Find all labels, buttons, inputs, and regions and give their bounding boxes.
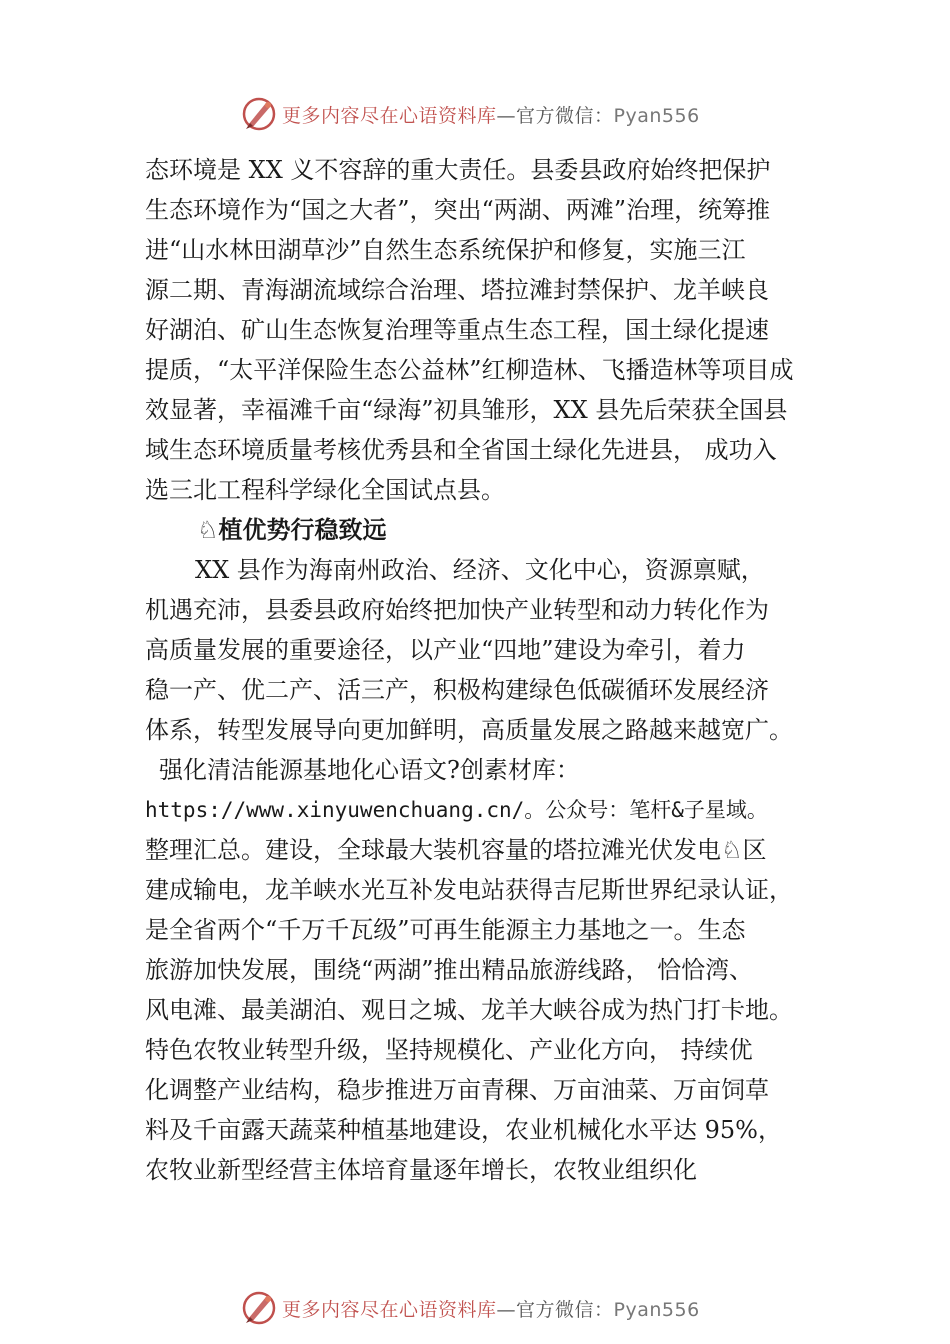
banner-dash: — bbox=[496, 104, 517, 127]
section-heading: ♘植优势行稳致远 bbox=[197, 516, 387, 544]
banner-text bbox=[282, 1295, 700, 1322]
banner-wechat-label: 官方微信： bbox=[516, 1298, 614, 1321]
text-line: 特色农牧业转型升级，坚持规模化、产业化方向， 持续优 bbox=[145, 1036, 753, 1064]
text-line: 选三北工程科学绿化全国试点县。 bbox=[145, 476, 505, 504]
banner-main-text: 更多内容尽在心语资料库 bbox=[282, 104, 497, 127]
header-banner bbox=[240, 94, 760, 134]
text-line: 效显著，幸福滩千亩“绿海”初具雏形，XX 县先后荣获全国县 bbox=[145, 396, 788, 424]
text-line: 旅游加快发展，围绕“两湖”推出精品旅游线路， 恰恰湾、 bbox=[145, 956, 754, 984]
document-body bbox=[145, 150, 835, 1190]
text-line: 机遇充沛，县委县政府始终把加快产业转型和动力转化作为 bbox=[145, 596, 769, 624]
text-line: 稳一产、优二产、活三产，积极构建绿色低碳循环发展经济 bbox=[145, 676, 769, 704]
text-line: 农牧业新型经营主体培育量逐年增长，农牧业组织化 bbox=[145, 1156, 697, 1184]
banner-text bbox=[282, 101, 700, 128]
pen-logo-icon bbox=[240, 1289, 278, 1327]
url-line: https://www.xinyuwenchuang.cn/。公众号：笔杆&子星域。 bbox=[145, 798, 768, 822]
banner-wechat-label: 官方微信： bbox=[516, 104, 614, 127]
text-line: 高质量发展的重要途径，以产业“四地”建设为牵引，着力 bbox=[145, 636, 746, 664]
text-line: 好湖泊、矿山生态恢复治理等重点生态工程，国土绿化提速 bbox=[145, 316, 769, 344]
paragraph-industry bbox=[145, 550, 835, 750]
pen-logo-icon bbox=[240, 95, 278, 133]
text-line: 源二期、青海湖流域综合治理、塔拉滩封禁保护、龙羊峡良 bbox=[145, 276, 769, 304]
text-line: 态环境是 XX 义不容辞的重大责任。县委县政府始终把保护 bbox=[145, 156, 771, 184]
text-line: 料及千亩露天蔬菜种植基地建设，农业机械化水平达 95%， bbox=[145, 1116, 782, 1144]
text-line: 整理汇总。建设，全球最大装机容量的塔拉滩光伏发电♘区 bbox=[145, 836, 767, 864]
text-line: 进“山水林田湖草沙”自然生态系统保护和修复，实施三江 bbox=[145, 236, 746, 264]
text-line: 是全省两个“千万千瓦级”可再生能源主力基地之一。生态 bbox=[145, 916, 746, 944]
text-line: 建成输电，龙羊峡水光互补发电站获得吉尼斯世界纪录认证， bbox=[145, 876, 793, 904]
paragraph-energy bbox=[145, 750, 835, 1190]
text-line: 风电滩、最美湖泊、观日之城、龙羊大峡谷成为热门打卡地。 bbox=[145, 996, 793, 1024]
text-line: 体系，转型发展导向更加鲜明，高质量发展之路越来越宽广。 bbox=[145, 716, 793, 744]
footer-banner bbox=[240, 1288, 760, 1328]
text-line: 强化清洁能源基地化心语文?创素材库： bbox=[159, 756, 580, 784]
paragraph-ecology bbox=[145, 150, 835, 510]
banner-wechat-id: Pyan556 bbox=[613, 1298, 700, 1321]
text-line: XX 县作为海南州政治、经济、文化中心，资源禀赋， bbox=[195, 556, 765, 584]
banner-wechat-id: Pyan556 bbox=[613, 104, 700, 127]
text-line: 提质，“太平洋保险生态公益林”红柳造林、飞播造林等项目成 bbox=[145, 356, 794, 384]
banner-main-text: 更多内容尽在心语资料库 bbox=[282, 1298, 497, 1321]
banner-dash: — bbox=[496, 1298, 517, 1321]
text-line: 域生态环境质量考核优秀县和全省国土绿化先进县， 成功入 bbox=[145, 436, 777, 464]
text-line: 化调整产业结构，稳步推进万亩青稞、万亩油菜、万亩饲草 bbox=[145, 1076, 769, 1104]
text-line: 生态环境作为“国之大者”，突出“两湖、两滩”治理，统筹推 bbox=[145, 196, 771, 224]
